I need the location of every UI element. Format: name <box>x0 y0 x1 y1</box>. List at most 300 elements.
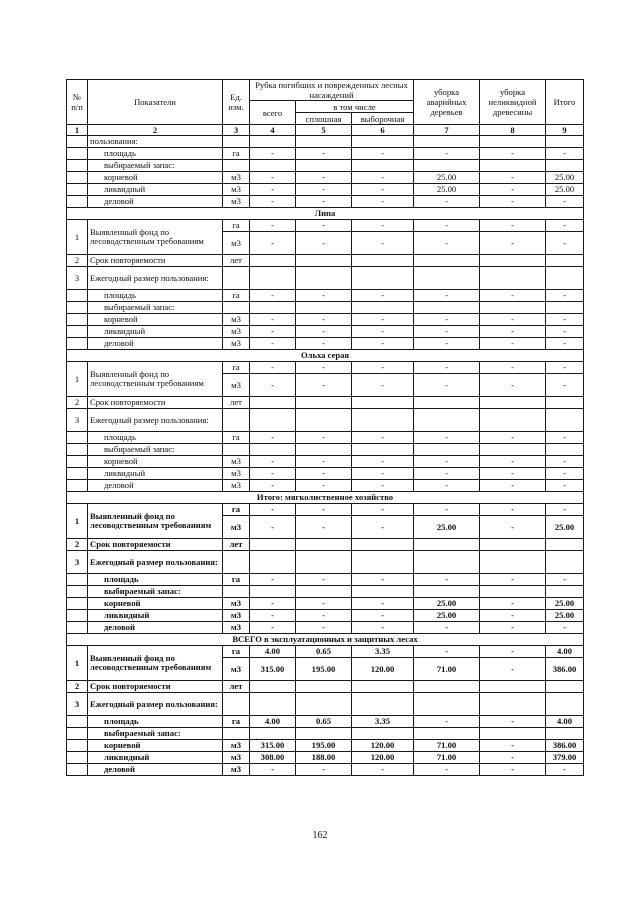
colnum: 9 <box>546 125 584 136</box>
value-cell: - <box>250 504 296 516</box>
row-number <box>67 622 88 634</box>
value-cell: - <box>352 290 414 302</box>
empty-cell <box>296 728 352 740</box>
value-cell: - <box>250 290 296 302</box>
fund-label: Выявленный фонд по лесоводственным требованиям <box>88 646 223 681</box>
table-row <box>67 586 584 598</box>
row-unit: м3 <box>223 314 250 326</box>
value-cell <box>250 160 296 172</box>
row-label: корневой <box>88 172 223 184</box>
sub-label: ликвидный <box>88 752 223 764</box>
empty-cell <box>296 444 352 456</box>
header-indicators: Показатели <box>88 80 223 125</box>
value-cell: - <box>414 220 480 232</box>
table-row <box>67 409 584 432</box>
value-cell: - <box>414 574 480 586</box>
empty-cell <box>296 551 352 574</box>
empty-cell <box>480 267 546 290</box>
table-row <box>67 397 584 409</box>
row-unit <box>223 551 250 574</box>
value-cell: - <box>414 374 480 397</box>
row-number <box>67 148 88 160</box>
value-cell: - <box>250 148 296 160</box>
section-title: ВСЕГО в эксплуатационных и защитных лесах <box>67 634 584 646</box>
value-cell: - <box>296 480 352 492</box>
row-unit: м3 <box>223 480 250 492</box>
empty-cell <box>250 551 296 574</box>
empty-cell <box>414 302 480 314</box>
value-cell: - <box>250 468 296 480</box>
row-unit <box>223 160 250 172</box>
value-cell: 25.00 <box>546 516 584 539</box>
value-cell: - <box>296 504 352 516</box>
value-cell: - <box>414 646 480 658</box>
empty-cell <box>546 409 584 432</box>
value-cell: - <box>546 468 584 480</box>
unit-ga: га <box>223 646 250 658</box>
value-cell: 120.00 <box>352 658 414 681</box>
row-number: 2 <box>67 681 88 693</box>
sub-label: выбираемый запас: <box>88 586 223 598</box>
row-unit: м3 <box>223 338 250 350</box>
value-cell: - <box>480 232 546 255</box>
value-cell: 71.00 <box>414 752 480 764</box>
value-cell: - <box>480 752 546 764</box>
empty-cell <box>414 586 480 598</box>
header-num: № п/п <box>67 80 88 125</box>
table-row <box>67 574 584 586</box>
value-cell: - <box>480 622 546 634</box>
sub-label: корневой <box>88 314 223 326</box>
row-number <box>67 432 88 444</box>
value-cell: - <box>480 290 546 302</box>
value-cell: - <box>352 480 414 492</box>
empty-cell <box>352 586 414 598</box>
table-row <box>67 716 584 728</box>
table-row <box>67 728 584 740</box>
table-row <box>67 681 584 693</box>
value-cell: - <box>546 574 584 586</box>
empty-cell <box>480 681 546 693</box>
sub-label: корневой <box>88 598 223 610</box>
unit-ga: га <box>223 220 250 232</box>
value-cell: - <box>352 468 414 480</box>
value-cell: 25.00 <box>546 610 584 622</box>
row-unit: га <box>223 290 250 302</box>
column-numbers-row <box>67 125 584 136</box>
table-row <box>67 290 584 302</box>
row-number <box>67 136 88 148</box>
empty-cell <box>296 255 352 267</box>
value-cell: - <box>480 740 546 752</box>
table-row <box>67 136 584 148</box>
header-selective: выборочная <box>352 113 414 125</box>
empty-cell <box>352 255 414 267</box>
empty-cell <box>480 551 546 574</box>
value-cell: - <box>352 172 414 184</box>
row-number <box>67 456 88 468</box>
empty-cell <box>250 586 296 598</box>
empty-cell <box>414 444 480 456</box>
header-total: всего <box>250 101 296 125</box>
empty-cell <box>296 409 352 432</box>
fund-label: Выявленный фонд по лесоводственным требованиям <box>88 220 223 255</box>
table-row <box>67 504 584 516</box>
value-cell <box>296 136 352 148</box>
unit-year: лет <box>223 539 250 551</box>
value-cell: - <box>250 456 296 468</box>
table-row <box>67 456 584 468</box>
value-cell: - <box>480 374 546 397</box>
value-cell: 71.00 <box>414 658 480 681</box>
value-cell: - <box>296 622 352 634</box>
empty-cell <box>250 681 296 693</box>
row-unit <box>223 693 250 716</box>
value-cell: 4.00 <box>250 716 296 728</box>
value-cell: - <box>546 374 584 397</box>
value-cell <box>414 136 480 148</box>
row-number <box>67 598 88 610</box>
value-cell <box>296 160 352 172</box>
value-cell: 188.00 <box>296 752 352 764</box>
row-number <box>67 752 88 764</box>
value-cell: - <box>546 764 584 776</box>
colnum: 7 <box>414 125 480 136</box>
value-cell: - <box>414 290 480 302</box>
value-cell: - <box>480 646 546 658</box>
value-cell: - <box>480 504 546 516</box>
empty-cell <box>546 397 584 409</box>
empty-cell <box>250 409 296 432</box>
empty-cell <box>480 586 546 598</box>
value-cell: - <box>480 362 546 374</box>
empty-cell <box>480 693 546 716</box>
table-row <box>67 693 584 716</box>
empty-cell <box>480 397 546 409</box>
empty-cell <box>352 539 414 551</box>
empty-cell <box>414 693 480 716</box>
section-title-row <box>67 208 584 220</box>
unit-ga: га <box>223 504 250 516</box>
value-cell: - <box>480 610 546 622</box>
row-number <box>67 338 88 350</box>
unit-m3: м3 <box>223 374 250 397</box>
empty-cell <box>480 409 546 432</box>
value-cell: 195.00 <box>296 740 352 752</box>
section-title-row <box>67 492 584 504</box>
value-cell: - <box>546 314 584 326</box>
empty-cell <box>546 551 584 574</box>
empty-cell <box>352 681 414 693</box>
value-cell: - <box>414 196 480 208</box>
unit-year: лет <box>223 681 250 693</box>
table-row <box>67 432 584 444</box>
value-cell: - <box>296 314 352 326</box>
value-cell <box>352 160 414 172</box>
forest-use-table <box>66 79 584 776</box>
value-cell <box>480 160 546 172</box>
row-unit <box>223 267 250 290</box>
value-cell: - <box>480 516 546 539</box>
empty-cell <box>546 255 584 267</box>
annual-label: Ежегодный размер пользования: <box>88 409 223 432</box>
empty-cell <box>414 728 480 740</box>
value-cell: - <box>296 184 352 196</box>
value-cell: - <box>480 432 546 444</box>
period-label: Срок повторяемости <box>88 397 223 409</box>
value-cell: - <box>352 764 414 776</box>
value-cell: - <box>414 456 480 468</box>
colnum: 2 <box>88 125 223 136</box>
row-unit <box>223 302 250 314</box>
value-cell: 25.00 <box>546 598 584 610</box>
value-cell: - <box>296 196 352 208</box>
table-row <box>67 196 584 208</box>
value-cell: 315.00 <box>250 658 296 681</box>
value-cell: 71.00 <box>414 740 480 752</box>
value-cell: - <box>480 196 546 208</box>
empty-cell <box>250 302 296 314</box>
value-cell: - <box>250 338 296 350</box>
row-number: 1 <box>67 504 88 539</box>
value-cell: 25.00 <box>414 516 480 539</box>
empty-cell <box>352 267 414 290</box>
value-cell: - <box>546 232 584 255</box>
value-cell: - <box>480 338 546 350</box>
value-cell: - <box>352 622 414 634</box>
empty-cell <box>480 539 546 551</box>
empty-cell <box>546 302 584 314</box>
row-number <box>67 196 88 208</box>
empty-cell <box>546 267 584 290</box>
row-number <box>67 468 88 480</box>
table-row <box>67 314 584 326</box>
section-title: Ольха серая <box>67 350 584 362</box>
value-cell: 0.65 <box>296 716 352 728</box>
value-cell: - <box>352 338 414 350</box>
table-row <box>67 172 584 184</box>
row-number <box>67 172 88 184</box>
colnum: 5 <box>296 125 352 136</box>
value-cell: - <box>250 362 296 374</box>
empty-cell <box>414 267 480 290</box>
sub-label: площадь <box>88 432 223 444</box>
empty-cell <box>414 539 480 551</box>
value-cell: - <box>296 374 352 397</box>
value-cell: - <box>480 468 546 480</box>
sub-label: площадь <box>88 290 223 302</box>
row-number <box>67 184 88 196</box>
row-number <box>67 290 88 302</box>
value-cell <box>546 160 584 172</box>
unit-m3: м3 <box>223 232 250 255</box>
sub-label: ликвидный <box>88 610 223 622</box>
value-cell: - <box>546 432 584 444</box>
row-number <box>67 314 88 326</box>
value-cell: - <box>352 326 414 338</box>
row-unit: га <box>223 716 250 728</box>
colnum: 3 <box>223 125 250 136</box>
value-cell: - <box>250 374 296 397</box>
empty-cell <box>546 539 584 551</box>
value-cell: - <box>296 574 352 586</box>
value-cell: 25.00 <box>546 184 584 196</box>
row-number: 1 <box>67 362 88 397</box>
empty-cell <box>480 728 546 740</box>
row-unit: м3 <box>223 610 250 622</box>
value-cell: - <box>250 764 296 776</box>
value-cell: - <box>296 456 352 468</box>
table-row <box>67 598 584 610</box>
section-title-row <box>67 350 584 362</box>
table-row <box>67 740 584 752</box>
value-cell: - <box>250 516 296 539</box>
row-number <box>67 326 88 338</box>
value-cell: - <box>352 432 414 444</box>
value-cell: 120.00 <box>352 752 414 764</box>
sub-label: корневой <box>88 740 223 752</box>
colnum: 4 <box>250 125 296 136</box>
value-cell: - <box>296 362 352 374</box>
header-felling: Рубка погибших и поврежденных лесных насаждений <box>250 80 414 101</box>
value-cell: 25.00 <box>414 184 480 196</box>
value-cell: - <box>480 716 546 728</box>
table-row <box>67 752 584 764</box>
empty-cell <box>296 693 352 716</box>
value-cell: - <box>352 362 414 374</box>
table-row <box>67 184 584 196</box>
value-cell: - <box>352 374 414 397</box>
value-cell: - <box>296 764 352 776</box>
value-cell: - <box>250 232 296 255</box>
row-number: 1 <box>67 220 88 255</box>
value-cell: - <box>296 290 352 302</box>
value-cell: - <box>352 574 414 586</box>
row-number: 2 <box>67 539 88 551</box>
header-grand-total: Итого <box>546 80 584 125</box>
value-cell: - <box>352 504 414 516</box>
header-unit: Ед. изм. <box>223 80 250 125</box>
row-unit <box>223 136 250 148</box>
value-cell: - <box>480 148 546 160</box>
sub-label: ликвидный <box>88 326 223 338</box>
value-cell: - <box>250 480 296 492</box>
row-unit <box>223 586 250 598</box>
empty-cell <box>352 444 414 456</box>
row-label: площадь <box>88 148 223 160</box>
row-number: 2 <box>67 255 88 267</box>
row-unit: м3 <box>223 184 250 196</box>
value-cell: 315.00 <box>250 740 296 752</box>
value-cell: - <box>352 456 414 468</box>
value-cell: 379.00 <box>546 752 584 764</box>
value-cell: - <box>480 480 546 492</box>
row-unit: м3 <box>223 172 250 184</box>
row-number: 3 <box>67 267 88 290</box>
section-block <box>67 350 584 492</box>
continuation-rows <box>67 136 584 208</box>
value-cell: - <box>414 764 480 776</box>
unit-m3: м3 <box>223 516 250 539</box>
value-cell: - <box>414 326 480 338</box>
value-cell: 25.00 <box>546 172 584 184</box>
value-cell <box>352 136 414 148</box>
value-cell: - <box>250 432 296 444</box>
value-cell: - <box>546 326 584 338</box>
row-number: 3 <box>67 693 88 716</box>
value-cell: - <box>414 480 480 492</box>
value-cell: 195.00 <box>296 658 352 681</box>
row-unit: м3 <box>223 622 250 634</box>
empty-cell <box>414 397 480 409</box>
value-cell: - <box>480 658 546 681</box>
empty-cell <box>296 681 352 693</box>
annual-label: Ежегодный размер пользования: <box>88 551 223 574</box>
empty-cell <box>546 681 584 693</box>
empty-cell <box>352 551 414 574</box>
sub-label: деловой <box>88 764 223 776</box>
row-number: 1 <box>67 646 88 681</box>
value-cell: - <box>352 148 414 160</box>
empty-cell <box>250 728 296 740</box>
annual-label: Ежегодный размер пользования: <box>88 693 223 716</box>
value-cell: - <box>546 220 584 232</box>
empty-cell <box>296 397 352 409</box>
period-label: Срок повторяемости <box>88 255 223 267</box>
value-cell <box>546 136 584 148</box>
value-cell: 308.00 <box>250 752 296 764</box>
sub-label: ликвидный <box>88 468 223 480</box>
value-cell: - <box>414 716 480 728</box>
row-number: 3 <box>67 409 88 432</box>
value-cell: - <box>546 338 584 350</box>
empty-cell <box>414 255 480 267</box>
value-cell: - <box>414 432 480 444</box>
row-unit: м3 <box>223 740 250 752</box>
value-cell: - <box>546 362 584 374</box>
value-cell <box>250 136 296 148</box>
value-cell: - <box>352 220 414 232</box>
value-cell: 3.35 <box>352 716 414 728</box>
value-cell: - <box>414 232 480 255</box>
sub-label: деловой <box>88 480 223 492</box>
empty-cell <box>414 551 480 574</box>
table-row <box>67 220 584 232</box>
header-including: в том числе <box>296 101 414 113</box>
value-cell: - <box>296 172 352 184</box>
value-cell: - <box>480 764 546 776</box>
value-cell: 4.00 <box>250 646 296 658</box>
row-label: пользования: <box>88 136 223 148</box>
empty-cell <box>546 693 584 716</box>
row-unit: м3 <box>223 752 250 764</box>
value-cell: - <box>480 314 546 326</box>
section-block <box>67 492 584 634</box>
value-cell: - <box>414 338 480 350</box>
value-cell: - <box>296 148 352 160</box>
table-row <box>67 468 584 480</box>
sub-label: площадь <box>88 574 223 586</box>
empty-cell <box>414 409 480 432</box>
table-row <box>67 444 584 456</box>
table-header <box>67 80 584 136</box>
sub-label: корневой <box>88 456 223 468</box>
empty-cell <box>480 255 546 267</box>
value-cell: 25.00 <box>414 610 480 622</box>
value-cell: 25.00 <box>414 172 480 184</box>
value-cell <box>480 136 546 148</box>
empty-cell <box>352 397 414 409</box>
